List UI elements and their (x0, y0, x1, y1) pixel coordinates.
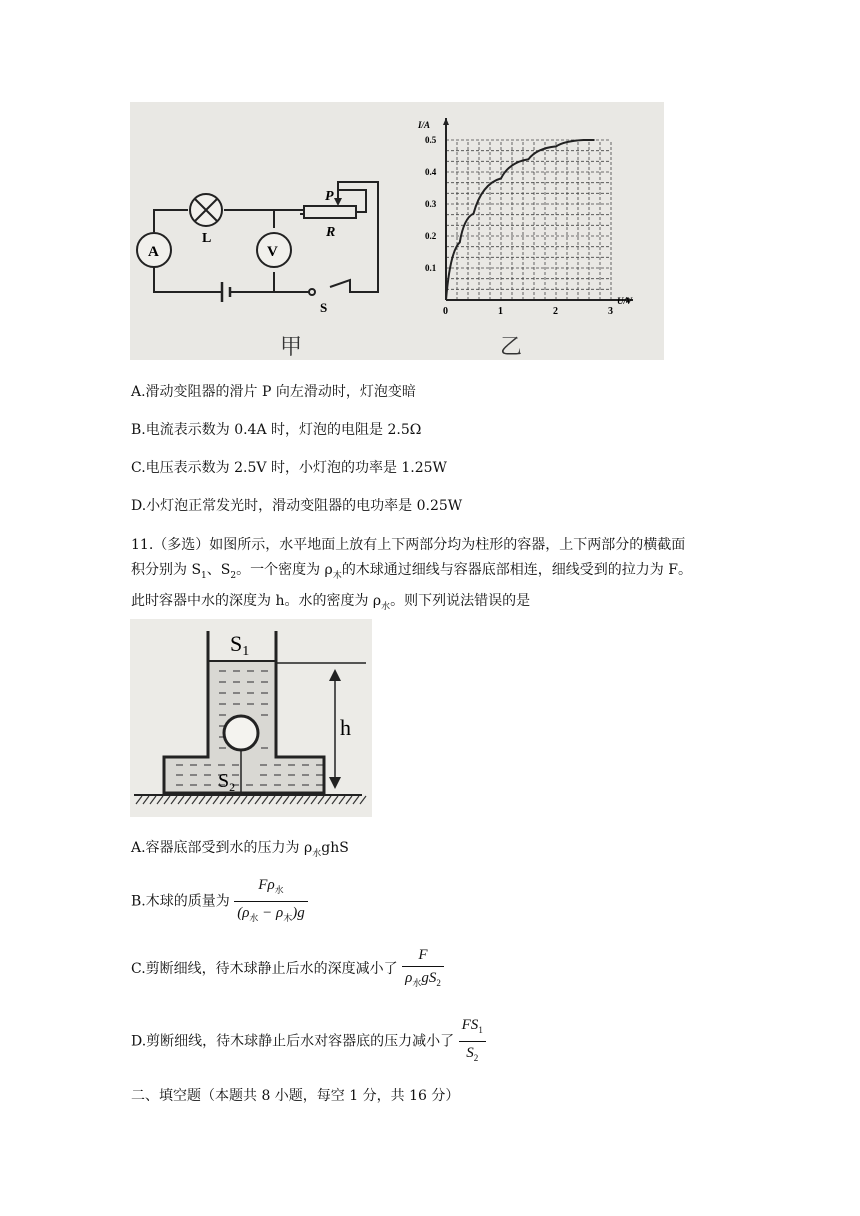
q11-option-d: D.剪断细线，待木球静止后水对容器底的压力减小了 $\frac{FS_1}{S_2}$ (131, 1016, 486, 1067)
ground-hatch (234, 796, 240, 804)
ground-hatch (185, 796, 191, 804)
q11-b-fraction: $\frac{F\rho_水}{(\rho_水 - \rho_木)g}$ (234, 876, 308, 927)
y-tick-label: 0.2 (425, 231, 437, 241)
ground-hatch (353, 796, 359, 804)
q11-line1: 11.（多选）如图所示，水平地面上放有上下两部分均为柱形的容器，上下两部分的横截面 (131, 537, 686, 553)
slider-wire (338, 190, 366, 212)
ground-hatch (227, 796, 233, 804)
q11-d-fraction: $\frac{FS_1}{S_2}$ (459, 1016, 486, 1067)
ground-hatch (346, 796, 352, 804)
ground-hatch (199, 796, 205, 804)
ground-hatch (178, 796, 184, 804)
s1-label: S1 (230, 631, 250, 659)
section-2-heading: 二、填空题（本题共 8 小题，每空 1 分，共 16 分） (131, 1088, 460, 1104)
ammeter-label: A (148, 244, 159, 260)
container-svg (130, 619, 372, 817)
x-tick-label: 2 (553, 306, 558, 317)
ground-hatch (360, 796, 366, 804)
q11-stem (131, 533, 731, 620)
q10-option-b: B.电流表示数为 0.4A 时，灯泡的电阻是 2.5Ω (131, 422, 422, 438)
ground-hatch (339, 796, 345, 804)
ground-hatch (311, 796, 317, 804)
q11-option-c: C.剪断细线，待木球静止后水的深度减小了 $\frac{F}{\rho_水gS_2}$ (131, 944, 444, 994)
slider-arrow-icon (334, 198, 342, 206)
switch-icon (309, 289, 315, 295)
x-tick-label: 0 (443, 306, 448, 317)
q11-line2: 积分别为 $S_1$、$S_2$。一个密度为 $\rho_木$的木球通过细线与容器底部相连，细线受到的拉力为 F。 (131, 562, 692, 581)
y-axis-arrow-icon (443, 118, 449, 125)
y-tick-label: 0.3 (425, 199, 437, 209)
ground-hatch (290, 796, 296, 804)
ground-hatch (171, 796, 177, 804)
q11-c-fraction: $\frac{F}{\rho_水gS_2}$ (402, 946, 444, 992)
circuit-graph-svg (130, 102, 664, 360)
rheostat-icon (304, 206, 356, 218)
switch-label: S (320, 300, 328, 315)
water-lower (164, 757, 324, 793)
q10-option-d: D.小灯泡正常发光时，滑动变阻器的电功率是 0.25W (131, 498, 463, 514)
q11-line3: 此时容器中水的深度为 h。水的密度为 $\rho_水$。则下列说法错误的是 (131, 592, 531, 612)
figure-circuit-and-graph (130, 102, 664, 360)
ground-hatch (318, 796, 324, 804)
y-tick-label: 0.1 (425, 263, 437, 273)
caption-jia: 甲 (280, 335, 303, 360)
battery-icon (222, 282, 230, 302)
ground-hatch (255, 796, 261, 804)
resistor-label: R (326, 225, 336, 240)
ground-hatch (332, 796, 338, 804)
q11-option-a: A.容器底部受到水的压力为 $\rho_水ghS$ (131, 840, 349, 859)
q11-option-b: B.木球的质量为 $\frac{F\rho_水}{(\rho_水 - \rho_木)g}$ (131, 876, 308, 927)
ground-hatch (143, 796, 149, 804)
s2-label: $S_2$ (218, 770, 236, 794)
figure-container (130, 619, 372, 817)
x-tick-label: 3 (608, 306, 613, 317)
x-axis-label: U/V (617, 296, 633, 306)
ground-hatch (297, 796, 303, 804)
lamp-label: L (202, 231, 212, 246)
ground-hatch (304, 796, 310, 804)
ground-hatch (325, 796, 331, 804)
arrow-up-icon (329, 669, 341, 681)
iv-chart (417, 118, 633, 317)
voltmeter-label: V (267, 244, 278, 260)
ground-hatch (248, 796, 254, 804)
x-tick-label: 1 (498, 306, 503, 317)
ground-hatch (220, 796, 226, 804)
ground-hatch (150, 796, 156, 804)
ground-hatch (157, 796, 163, 804)
ground-hatch (241, 796, 247, 804)
h-label: h (340, 715, 351, 740)
ground-hatch (269, 796, 275, 804)
ground-hatch (164, 796, 170, 804)
wooden-ball-icon (224, 716, 258, 750)
q10-option-a: A.滑动变阻器的滑片 P 向左滑动时，灯泡变暗 (131, 384, 416, 400)
ground-hatch (136, 796, 142, 804)
y-tick-label: 0.5 (425, 135, 437, 145)
ground-hatch (276, 796, 282, 804)
arrow-down-icon (329, 777, 341, 789)
y-axis-label: I/A (418, 120, 431, 130)
ground-hatch (262, 796, 268, 804)
ground-hatch (213, 796, 219, 804)
y-tick-label: 0.4 (425, 167, 437, 177)
ground-hatch (283, 796, 289, 804)
caption-yi: 乙 (500, 335, 523, 360)
slider-label: P (325, 189, 334, 204)
ground-hatch (206, 796, 212, 804)
q10-option-c: C.电压表示数为 2.5V 时，小灯泡的功率是 1.25W (131, 460, 447, 476)
ground-hatch (192, 796, 198, 804)
